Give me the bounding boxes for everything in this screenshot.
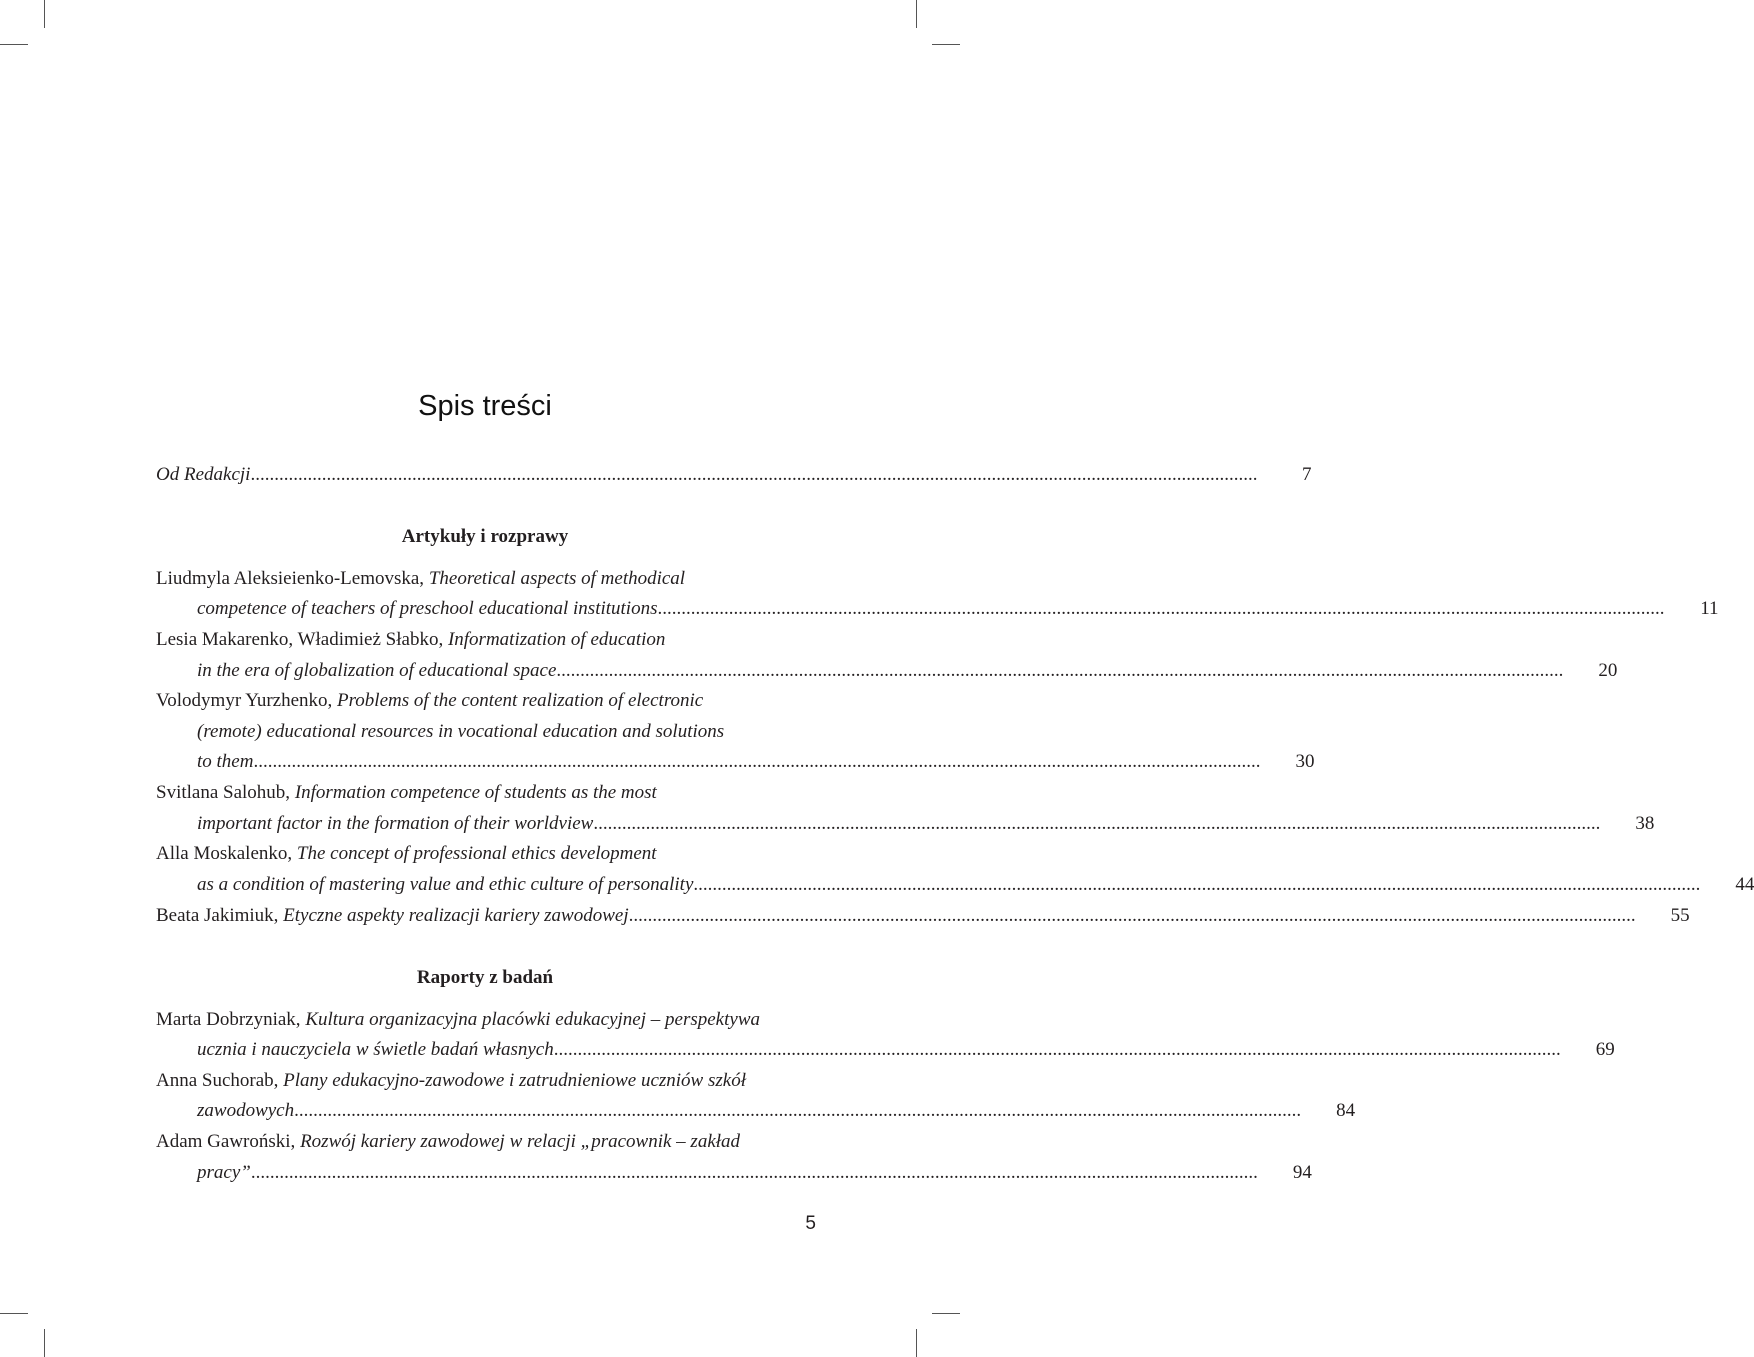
toc-entry-continuation[interactable] (197, 809, 1655, 839)
toc-entry[interactable] (156, 1127, 813, 1157)
entry-title: Informatization of education (447, 629, 666, 650)
toc-entry[interactable] (156, 1066, 813, 1096)
leader-dots (556, 656, 1563, 686)
toc-entry-continuation[interactable] (197, 594, 1719, 624)
toc-entry-continuation[interactable] (197, 1096, 1356, 1126)
toc-entry[interactable] (156, 901, 1690, 931)
page-number: 84 (1336, 1100, 1356, 1121)
page-folio: 5 (805, 1213, 816, 1234)
crop-mark (0, 1313, 28, 1314)
toc-entry-continuation[interactable] (197, 747, 1315, 777)
entry-title: (remote) educational resources in vocational education and solutions (197, 721, 725, 742)
entry-title: as a condition of mastering value and ethic culture of personality (197, 874, 694, 895)
entry-title: Rozwój kariery zawodowej w relacji „pracownik – zakład (300, 1131, 741, 1152)
entry-title: The concept of professional ethics development (296, 843, 657, 864)
page-number: 69 (1595, 1039, 1615, 1060)
toc-entry[interactable] (156, 839, 813, 869)
section-heading: Artykuły i rozprawy (401, 526, 569, 547)
toc-entry[interactable] (156, 1005, 813, 1035)
entry-title: Etyczne aspekty realizacji kariery zawodowej (283, 905, 629, 926)
crop-mark (44, 1329, 45, 1357)
crop-mark (916, 1329, 917, 1357)
entry-title: zawodowych (197, 1100, 295, 1121)
entry-author: Lesia Makarenko, Władimież Słabko, (156, 629, 444, 650)
toc-entry-continuation[interactable] (197, 1035, 1615, 1065)
entry-author: Beata Jakimiuk, (156, 905, 279, 926)
leader-dots (294, 1096, 1301, 1126)
entry-title: Od Redakcji (156, 464, 251, 485)
page-title: Spis treści (418, 390, 552, 422)
section-heading: Raporty z badań (416, 967, 554, 988)
leader-dots (693, 870, 1700, 900)
entry-title: ucznia i nauczyciela w świetle badań własnych (197, 1039, 554, 1060)
leader-dots (629, 901, 1636, 931)
page-number: 94 (1292, 1162, 1312, 1183)
toc-entry-continuation[interactable] (197, 1158, 1312, 1188)
crop-mark (916, 0, 917, 28)
entry-text (156, 901, 629, 931)
entry-title: in the era of globalization of educational space (197, 660, 557, 681)
page-number: 44 (1735, 874, 1754, 895)
leader-dots (554, 1035, 1561, 1065)
entry-author: Adam Gawroński, (156, 1131, 296, 1152)
entry-title: competence of teachers of preschool educational institutions (197, 598, 658, 619)
toc-entry[interactable] (156, 778, 813, 808)
entry-author: Alla Moskalenko, (156, 843, 293, 864)
crop-mark (932, 44, 960, 45)
page-number: 30 (1295, 751, 1315, 772)
entry-title: important factor in the formation of their worldview (197, 813, 594, 834)
entry-title: Theoretical aspects of methodical (428, 568, 686, 589)
page-number: 38 (1635, 813, 1655, 834)
entry-title: Plany edukacyjno-zawodowe i zatrudnieniowe uczniów szkół (283, 1070, 746, 1091)
leader-dots (251, 1158, 1258, 1188)
toc-entry[interactable] (156, 686, 813, 716)
entry-author: Svitlana Salohub, (156, 782, 291, 803)
toc-entry-continuation[interactable] (197, 870, 1754, 900)
entry-author: Anna Suchorab, (156, 1070, 279, 1091)
entry-author: Liudmyla Aleksieienko-Lemovska, (156, 568, 425, 589)
entry-title: Information competence of students as the most (294, 782, 657, 803)
toc-entry-continuation[interactable] (197, 717, 813, 747)
leader-dots (253, 747, 1260, 777)
page-number: 20 (1598, 660, 1618, 681)
entry-author: Volodymyr Yurzhenko, (156, 690, 333, 711)
toc-entry[interactable] (156, 625, 813, 655)
leader-dots (657, 594, 1664, 624)
page-number: 11 (1700, 598, 1719, 619)
crop-mark (0, 44, 28, 45)
leader-dots (593, 809, 1600, 839)
entry-author: Marta Dobrzyniak, (156, 1009, 301, 1030)
crop-mark (932, 1313, 960, 1314)
entry-title: Kultura organizacyjna placówki edukacyjnej – perspektywa (305, 1009, 760, 1030)
page-number: 55 (1670, 905, 1690, 926)
entry-title: to them (197, 751, 254, 772)
toc-entry[interactable] (156, 564, 813, 594)
entry-title: pracy” (197, 1162, 251, 1183)
toc-entry-intro[interactable] (156, 460, 1312, 490)
entry-title: Problems of the content realization of electronic (337, 690, 704, 711)
toc-entry-continuation[interactable] (197, 656, 1618, 686)
page-number: 7 (1301, 464, 1312, 485)
leader-dots (250, 460, 1257, 490)
crop-mark (44, 0, 45, 28)
